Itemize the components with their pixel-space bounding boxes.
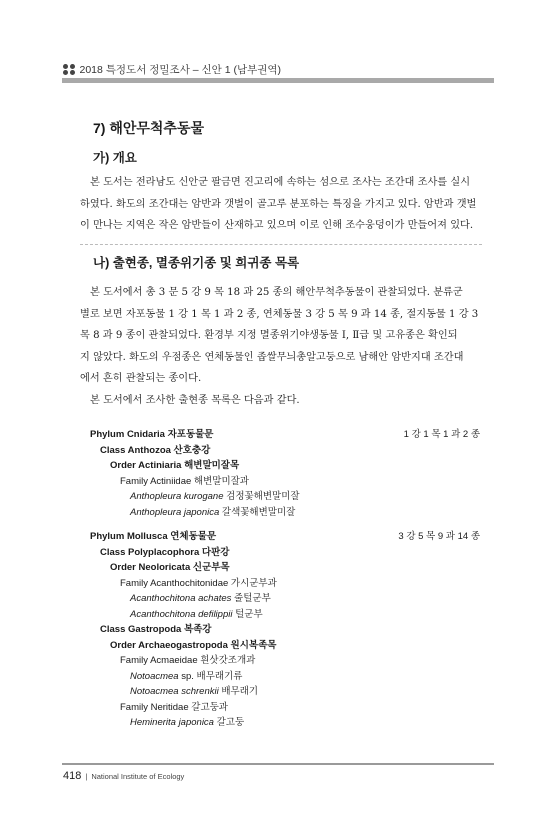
taxon-order-name: Order Archaeogastropoda 원시복족목 <box>110 639 277 651</box>
taxon-species-row <box>90 505 480 521</box>
korean-name: 검정꽃해변말미잘 <box>223 491 300 502</box>
taxa-list-mollusca <box>90 529 480 731</box>
taxa-list-cnidaria <box>90 427 480 520</box>
taxon-phylum-row <box>90 427 480 443</box>
subsection-title-species: 나) 출현종, 멸종위기종 및 희귀종 목록 <box>93 256 300 270</box>
taxon-family-row <box>90 700 480 716</box>
taxon-phylum-name: Phylum Mollusca 연체동물문 <box>90 531 217 542</box>
korean-name: 갈색꽃해변말미잘 <box>219 506 296 518</box>
korean-name: 배무래기 <box>218 686 259 697</box>
korean-name: 줄털군부 <box>231 593 271 604</box>
scientific-name: Notoacmea schrenkii <box>130 686 219 697</box>
header-rule <box>62 78 494 83</box>
taxon-class-row <box>90 545 480 561</box>
taxon-family-name: Family Actiniidae 해변말미잘과 <box>120 475 249 487</box>
taxon-class-name: Class Polyplacophora 다판강 <box>100 546 230 558</box>
taxon-count: 1 강 1 목 1 과 2 종 <box>403 429 480 440</box>
page-footer: 418 | National Institute of Ecology <box>63 770 185 782</box>
subsection-title-overview: 가) 개요 <box>93 151 137 165</box>
scientific-name: Acanthochitona achates <box>130 593 232 604</box>
korean-name: sp. 배무래기류 <box>178 670 243 682</box>
taxon-order-row <box>90 638 480 654</box>
bullet-dots-icon <box>63 64 75 76</box>
publisher-name: National Institute of Ecology <box>91 772 185 781</box>
species-paragraph: 본 도서에서 총 3 문 5 강 9 목 18 과 25 종의 해안무척추동물이 관찰되었다. 분류군 별로 보면 자포동물 1 강 1 목 1 과 2 종, 연체동물 3 강 5 목 9 과 14 종, 절지동물 1 강 3 목 8 과 9 종이 관찰되었다. 환경부 지정 멸종위기야생동물 Ⅰ, Ⅱ급 및 고유종은 확인되 지 않았다. 화도의 우점종은 연체동물인 좁쌀무늬총알고둥으로 남해안 암반지대 조간대 에서 흔히 관찰되는 종이다. 본 도서에서 조사한 출현종 목록은 다음과 같다. <box>80 287 479 406</box>
taxon-family-row <box>90 653 480 669</box>
taxon-species-row <box>90 715 480 731</box>
taxon-species-row <box>90 684 480 700</box>
running-title: 2018 특정도서 정밀조사 – 신안 1 (남부권역) <box>79 64 282 76</box>
taxon-order-name: Order Neoloricata 신군부목 <box>110 562 230 573</box>
taxon-phylum-row <box>90 529 480 545</box>
taxon-order-row <box>90 458 480 474</box>
korean-name: 갈고둥 <box>213 717 245 728</box>
taxon-family-name: Family Neritidae 갈고둥과 <box>120 701 228 713</box>
taxon-species-row <box>90 669 480 685</box>
taxon-order-name: Order Actiniaria 해변말미잘목 <box>110 460 240 471</box>
section-divider <box>80 244 482 245</box>
korean-name: 털군부 <box>232 608 263 620</box>
overview-paragraph: 본 도서는 전라남도 신안군 팔금면 진고리에 속하는 섬으로 조사는 조간대 조사를 실시 하였다. 화도의 조간대는 암반과 갯벌이 골고루 분포하는 특징을 가지고 있다. 암반과 갯벌 이 만나는 지역은 작은 암반들이 산재하고 있으며 이로 인해 조수웅덩이가 만들어져 있다. <box>80 177 477 231</box>
taxon-family-row <box>90 576 480 592</box>
taxon-family-name: Family Acmaeidae 흰삿갓조개과 <box>120 655 256 666</box>
taxon-species-row <box>90 591 480 607</box>
taxon-species-row <box>90 607 480 623</box>
running-header <box>63 62 281 77</box>
taxon-class-row <box>90 443 480 459</box>
taxon-phylum-name: Phylum Cnidaria 자포동물문 <box>90 429 214 440</box>
section-title: 7) 해안무척추동물 <box>93 120 205 136</box>
footer-rule <box>62 763 494 765</box>
taxon-species-row <box>90 489 480 505</box>
scientific-name: Anthopleura kurogane <box>130 491 224 502</box>
page-number: 418 <box>63 770 82 782</box>
taxon-class-row <box>90 622 480 638</box>
taxon-count: 3 강 5 목 9 과 14 종 <box>398 531 480 542</box>
scientific-name: Anthopleura japonica <box>130 506 220 518</box>
taxon-family-name: Family Acanthochitonidae 가시군부과 <box>120 577 277 589</box>
taxon-class-name: Class Gastropoda 복족강 <box>100 624 212 635</box>
scientific-name: Notoacmea <box>130 670 179 682</box>
taxon-family-row <box>90 474 480 490</box>
taxon-order-row <box>90 560 480 576</box>
taxon-class-name: Class Anthozoa 산호충강 <box>100 444 211 456</box>
scientific-name: Acanthochitona defilippii <box>130 608 233 620</box>
scientific-name: Heminerita japonica <box>130 717 214 728</box>
